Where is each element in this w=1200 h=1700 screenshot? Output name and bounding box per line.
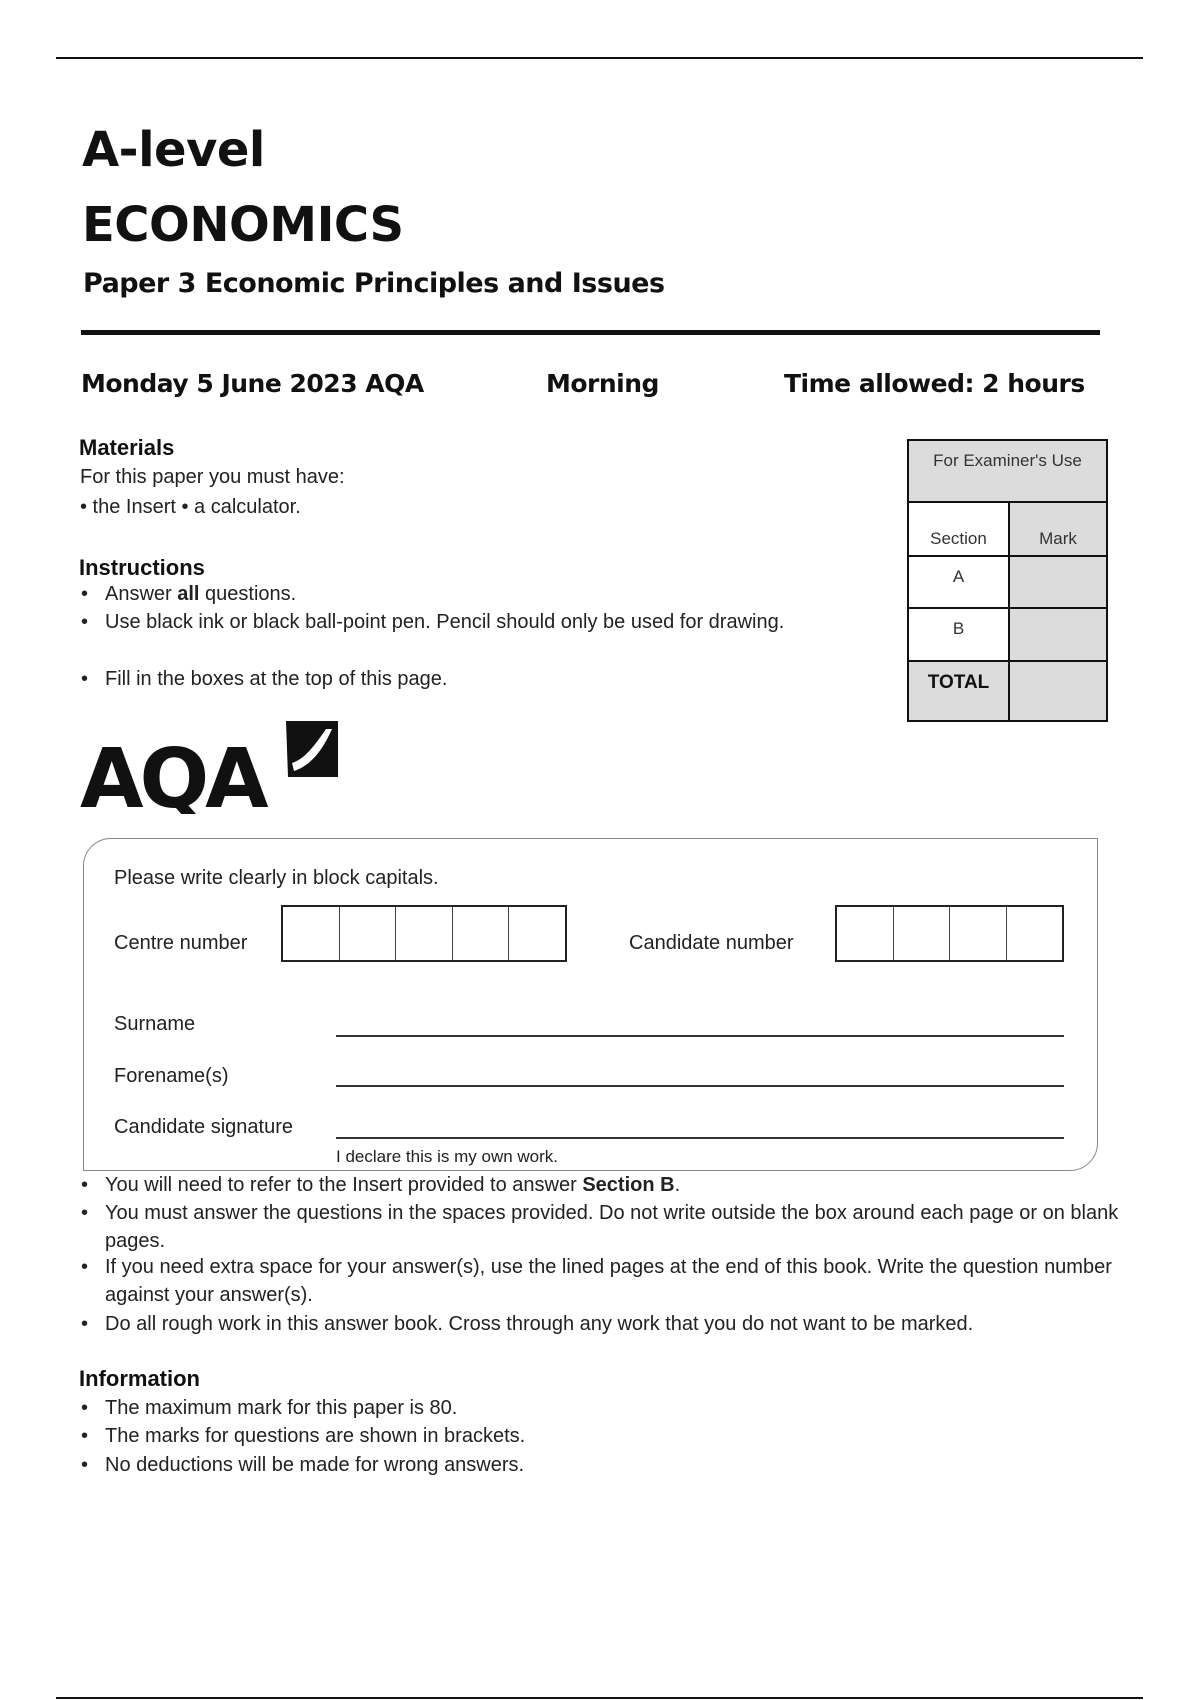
instruction-item: • Fill in the boxes at the top of this page.: [81, 668, 448, 690]
signature-label: Candidate signature: [114, 1116, 294, 1138]
information-item: • No deductions will be made for wrong answers.: [81, 1454, 525, 1476]
signature-field[interactable]: [336, 1137, 1064, 1139]
mark-a-cell: [1009, 556, 1107, 608]
block-capitals-prompt: Please write clearly in block capitals.: [114, 867, 439, 889]
section-a: A: [908, 556, 1009, 608]
paper-title: Paper 3 Economic Principles and Issues: [83, 268, 665, 299]
subject-title: ECONOMICS: [82, 197, 404, 253]
declaration-text: I declare this is my own work.: [336, 1147, 559, 1166]
exam-date: Monday 5 June 2023 AQA: [81, 369, 424, 398]
title-rule: [81, 330, 1100, 335]
instruction-item: • If you need extra space for your answer(s), use the lined pages at the end of this book. Write the question number against your answer(s).: [81, 1256, 1112, 1306]
total-label: TOTAL: [908, 661, 1009, 721]
materials-heading: Materials: [79, 435, 175, 460]
mark-header: Mark: [1009, 502, 1107, 556]
candidate-number-input[interactable]: [835, 905, 1064, 962]
centre-number-label: Centre number: [114, 932, 248, 954]
section-header: Section: [908, 502, 1009, 556]
level-title: A-level: [82, 122, 265, 178]
materials-text: For this paper you must have:: [80, 466, 345, 488]
materials-list: • the Insert • a calculator.: [80, 496, 301, 518]
exam-session: Morning: [546, 369, 659, 398]
top-rule: [56, 57, 1143, 59]
candidate-number-label: Candidate number: [629, 932, 794, 954]
instruction-item: • You will need to refer to the Insert provided to answer Section B.: [81, 1174, 681, 1196]
information-heading: Information: [79, 1366, 200, 1391]
instruction-item: • Use black ink or black ball-point pen. Pencil should only be used for drawing.: [81, 611, 785, 633]
total-mark-cell: [1009, 661, 1107, 721]
section-b: B: [908, 608, 1009, 661]
instructions-heading: Instructions: [79, 555, 205, 580]
bottom-rule: [56, 1697, 1143, 1699]
instruction-item: • You must answer the questions in the spaces provided. Do not write outside the box around each page or on blank pages.: [81, 1202, 1119, 1252]
information-item: • The maximum mark for this paper is 80.: [81, 1397, 458, 1419]
forename-field[interactable]: [336, 1085, 1064, 1087]
aqa-logo-text: AQA: [80, 732, 265, 814]
examiner-table-title: For Examiner's Use: [908, 440, 1107, 502]
centre-number-input[interactable]: [281, 905, 567, 962]
examiner-use-table: [907, 439, 1108, 722]
surname-label: Surname: [114, 1013, 196, 1035]
mark-b-cell: [1009, 608, 1107, 661]
surname-field[interactable]: [336, 1035, 1064, 1037]
information-item: • The marks for questions are shown in brackets.: [81, 1425, 526, 1447]
time-allowed: Time allowed: 2 hours: [784, 369, 1085, 398]
instruction-item: • Answer all questions.: [81, 583, 297, 605]
aqa-logo: [80, 719, 340, 814]
instruction-item: • Do all rough work in this answer book. Cross through any work that you do not want to be marked.: [81, 1313, 974, 1335]
forename-label: Forename(s): [114, 1065, 229, 1087]
